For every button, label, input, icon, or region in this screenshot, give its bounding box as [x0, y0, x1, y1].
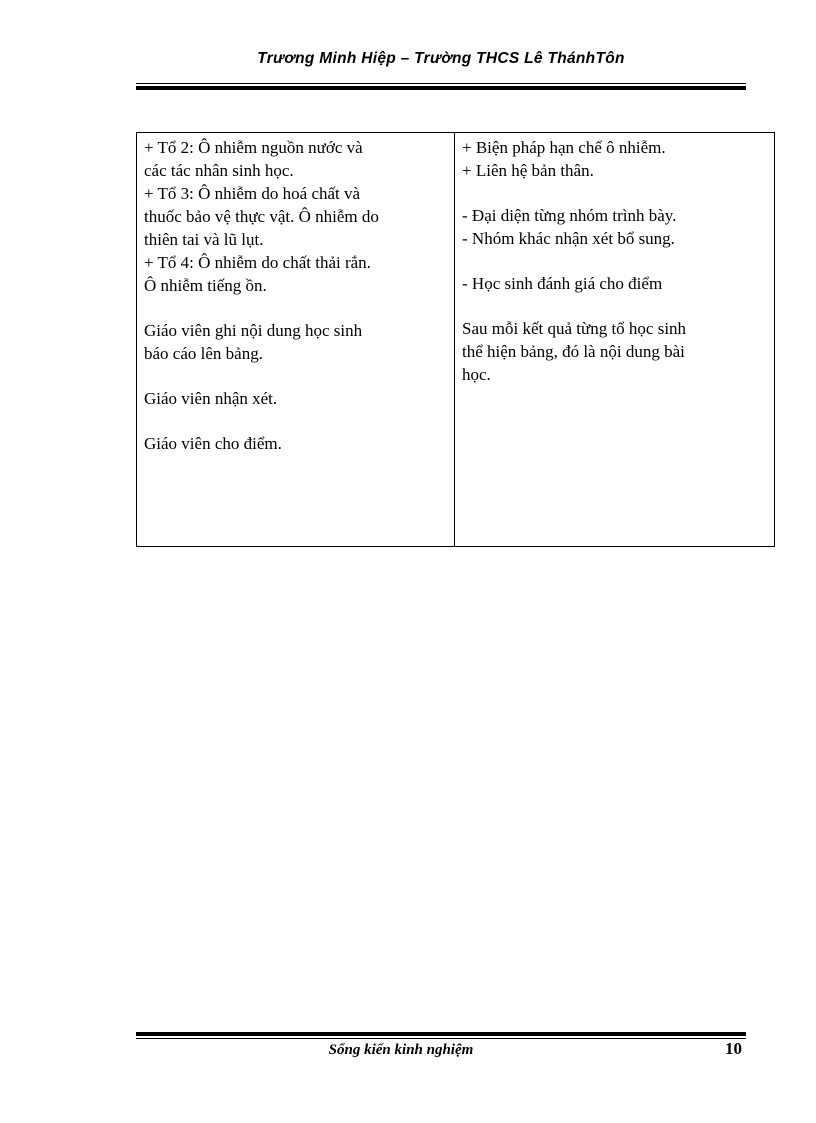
- header-rule-thick: [136, 86, 746, 90]
- cell-line: học.: [462, 365, 491, 384]
- footer-rule-thin: [136, 1038, 746, 1039]
- cell-line: + Tổ 3: Ô nhiễm do hoá chất và: [144, 184, 361, 203]
- lesson-activity-table: [136, 132, 775, 547]
- cell-line: - Học sinh đánh giá cho điểm: [462, 274, 663, 293]
- cell-line: thể hiện bảng, đó là nội dung bài: [462, 342, 685, 361]
- running-header: Trương Minh Hiệp – Trường THCS Lê ThánhTôn: [257, 50, 625, 67]
- cell-line: thuốc bảo vệ thực vật. Ô nhiễm do: [144, 207, 379, 226]
- page-number: 10: [725, 1039, 742, 1058]
- cell-line: Giáo viên nhận xét.: [144, 389, 278, 408]
- header-rule-thin: [136, 83, 746, 84]
- cell-line: Giáo viên ghi nội dung học sinh: [144, 321, 363, 340]
- cell-line: - Nhóm khác nhận xét bổ sung.: [462, 229, 675, 248]
- cell-line: + Tổ 2: Ô nhiễm nguồn nước và: [144, 138, 363, 157]
- cell-line: Ô nhiễm tiếng ồn.: [144, 276, 267, 295]
- cell-line: + Liên hệ bản thân.: [462, 161, 594, 180]
- cell-line: thiên tai và lũ lụt.: [144, 230, 264, 249]
- cell-line: - Đại diện từng nhóm trình bày.: [462, 206, 677, 225]
- cell-line: Sau mỗi kết quả từng tổ học sinh: [462, 319, 687, 338]
- cell-line: các tác nhân sinh học.: [144, 161, 294, 180]
- student-activity-cell: [455, 133, 775, 547]
- cell-line: + Biện pháp hạn chế ô nhiễm.: [462, 138, 666, 157]
- table-row: [137, 133, 775, 547]
- teacher-activity-cell: [137, 133, 455, 547]
- footer-rule-thick: [136, 1032, 746, 1036]
- cell-line: Giáo viên cho điểm.: [144, 434, 282, 453]
- cell-line: báo cáo lên bảng.: [144, 344, 263, 363]
- cell-line: + Tổ 4: Ô nhiễm do chất thải rắn.: [144, 253, 371, 272]
- running-footer: Sổng kiến kinh nghiệm: [328, 1042, 474, 1058]
